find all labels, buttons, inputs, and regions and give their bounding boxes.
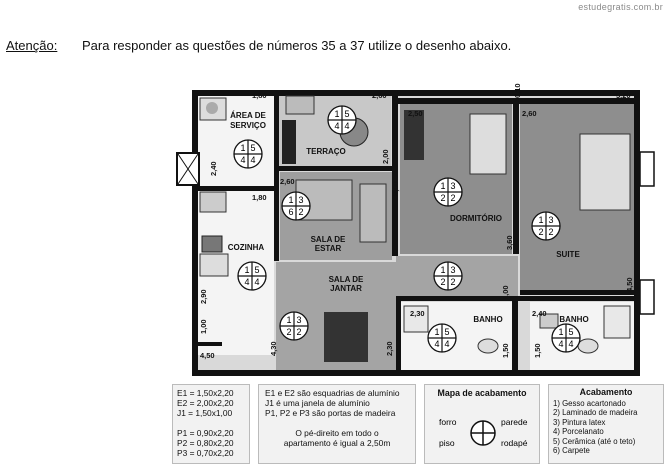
- finish-code: 1: [244, 265, 250, 275]
- finish-code: 1: [334, 109, 340, 119]
- dim-2-60-b: 2,60: [522, 109, 537, 118]
- finish-circle-sala-estar: [282, 192, 310, 220]
- dim-1-50-a: 1,50: [501, 343, 510, 358]
- room-sala-jantar-1: SALA DE: [328, 275, 364, 284]
- finish-code: 1: [440, 181, 446, 191]
- finish-code: 5: [568, 327, 574, 337]
- finish-code: 4: [240, 155, 246, 165]
- room-banho-1: BANHO: [473, 315, 503, 324]
- finish-code: 2: [286, 327, 292, 337]
- dim-2-00-b: 2,00: [391, 181, 400, 196]
- ceiling-1: O pé-direito em todo o: [295, 428, 379, 438]
- finish-code: 1: [538, 215, 544, 225]
- opening-item: E1 = 1,50x2,20: [177, 388, 234, 398]
- finish-code: 3: [450, 181, 456, 191]
- dim-3-60: 3,60: [505, 235, 514, 250]
- dim-2-30-a: 2,30: [410, 309, 425, 318]
- finish-code: 1: [240, 143, 246, 153]
- dim-2-30-b: 2,30: [385, 341, 394, 356]
- finish-code: 4: [254, 277, 260, 287]
- dim-1-00-a: 1,00: [199, 319, 208, 334]
- finish-item: 3) Pintura latex: [553, 417, 606, 427]
- finish-code: 2: [298, 207, 304, 217]
- opening-item: E2 = 2,00x2,20: [177, 398, 234, 408]
- finish-code: 1: [286, 315, 292, 325]
- opening-item: P2 = 0,80x2,20: [177, 438, 234, 448]
- dim-2-90: 2,90: [199, 289, 208, 304]
- finish-code: 1: [558, 327, 564, 337]
- dim-1-50-b: 1,50: [533, 343, 542, 358]
- dim-0-10: 0,10: [513, 83, 522, 98]
- dim-4-50-a: 4,50: [200, 351, 215, 360]
- dim-5-20: 5,20: [616, 91, 631, 100]
- finish-code: 5: [254, 265, 260, 275]
- watermark: estudegratis.com.br: [578, 2, 663, 12]
- finish-code: 4: [344, 121, 350, 131]
- finish-code: 1: [440, 265, 446, 275]
- finish-circle-terraco: [328, 106, 356, 134]
- finish-circle-suite: [532, 212, 560, 240]
- map-rodape: rodapé: [501, 438, 528, 448]
- finish-code: 4: [250, 155, 256, 165]
- note-3: P1, P2 e P3 são portas de madeira: [265, 408, 396, 418]
- finish-code: 4: [334, 121, 340, 131]
- room-area-servico-2: SERVIÇO: [230, 121, 266, 130]
- dim-1-80-a: 1,80: [252, 91, 267, 100]
- dim-2-00-a: 2,00: [381, 149, 390, 164]
- room-terraco: TERRAÇO: [306, 147, 346, 156]
- finish-code: 3: [298, 195, 304, 205]
- finish-code: 2: [450, 277, 456, 287]
- dim-2-60-a: 2,60: [372, 91, 387, 100]
- finish-code: 4: [434, 339, 440, 349]
- dim-1-00-b: 1,00: [501, 285, 510, 300]
- finish-code: 2: [296, 327, 302, 337]
- finish-item: 1) Gesso acartonado: [553, 399, 626, 408]
- finish-circle-area-servico: [234, 140, 262, 168]
- ceiling-2: apartamento é igual a 2,50m: [283, 438, 391, 448]
- room-sala-estar-1: SALA DE: [310, 235, 346, 244]
- room-area-servico-1: ÁREA DE: [230, 111, 266, 120]
- finish-code: 5: [444, 327, 450, 337]
- finish-code: 2: [440, 193, 446, 203]
- legend-finishes: [548, 384, 664, 464]
- finish-code: 4: [558, 339, 564, 349]
- finish-item: 2) Laminado de madeira: [553, 408, 638, 418]
- opening-item: P3 = 0,70x2,20: [177, 448, 234, 458]
- finish-circle-circulacao: [434, 262, 462, 290]
- dim-2-50: 2,50: [408, 109, 423, 118]
- finish-circle-sala-jantar: [280, 312, 308, 340]
- opening-item: P1 = 0,90x2,20: [177, 428, 234, 438]
- map-diagram: [425, 403, 541, 463]
- note-2: J1 é uma janela de alumínio: [265, 398, 370, 408]
- map-parede: parede: [501, 417, 528, 427]
- room-dormitorio: DORMITÓRIO: [450, 214, 502, 223]
- finish-code: 3: [296, 315, 302, 325]
- attention-label: Atenção:: [6, 38, 58, 53]
- question-text: Para responder as questões de números 35 a 37 utilize o desenho abaixo.: [82, 38, 512, 53]
- finish-code: 1: [434, 327, 440, 337]
- dim-4-30: 4,30: [269, 341, 278, 356]
- map-piso: piso: [439, 438, 455, 448]
- finish-code: 3: [548, 215, 554, 225]
- note-1: E1 e E2 são esquadrias de alumínio: [265, 388, 400, 398]
- finish-code: 6: [288, 207, 294, 217]
- finish-circle-dormitorio: [434, 178, 462, 206]
- finish-code: 2: [538, 227, 544, 237]
- dim-2-60-c: 2,60: [280, 177, 295, 186]
- finish-code: 4: [244, 277, 250, 287]
- room-sala-estar-2: ESTAR: [314, 244, 342, 253]
- room-cozinha: COZINHA: [227, 243, 265, 252]
- room-sala-jantar-2: JANTAR: [330, 284, 362, 293]
- dim-2-40-b: 2,40: [532, 309, 547, 318]
- opening-item: [177, 418, 245, 428]
- finish-code: 2: [450, 193, 456, 203]
- finish-code: 3: [450, 265, 456, 275]
- finish-circle-cozinha: [238, 262, 266, 290]
- finish-item: 6) Carpete: [553, 446, 590, 456]
- finish-code: 5: [250, 143, 256, 153]
- room-banho-2: BANHO: [559, 315, 589, 324]
- finish-code: 4: [444, 339, 450, 349]
- finish-circle-banho2: [552, 324, 580, 352]
- finish-circle-banho1: [428, 324, 456, 352]
- legend-map: [424, 384, 540, 464]
- dim-4-50-b: 4,50: [625, 277, 634, 292]
- room-suite: SUITE: [556, 250, 580, 259]
- dim-1-80-b: 1,80: [252, 193, 267, 202]
- finish-code: 1: [288, 195, 294, 205]
- finish-item: 4) Porcelanato: [553, 427, 604, 437]
- finish-code: 2: [440, 277, 446, 287]
- legend-notes: [258, 384, 416, 464]
- map-title: Mapa de acabamento: [437, 388, 527, 398]
- finish-code: 5: [344, 109, 350, 119]
- legend-openings: [172, 384, 250, 464]
- finish-code: 4: [568, 339, 574, 349]
- finish-item: 5) Cerâmica (até o teto): [553, 436, 636, 446]
- opening-item: J1 = 1,50x1,00: [177, 408, 233, 418]
- finish-title: Acabamento: [579, 387, 633, 397]
- finish-code: 2: [548, 227, 554, 237]
- dim-2-40-a: 2,40: [209, 161, 218, 176]
- map-forro: forro: [439, 417, 457, 427]
